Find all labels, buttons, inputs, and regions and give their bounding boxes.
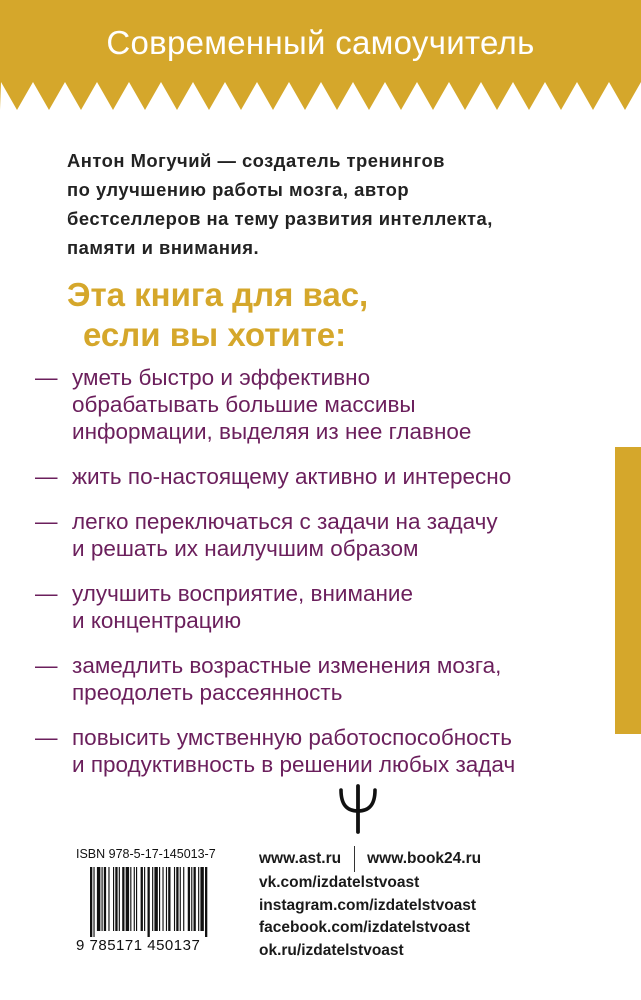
benefit-item [0, 364, 641, 445]
author-bio-line: памяти и внимания. [67, 237, 260, 258]
barcode-bar [144, 867, 145, 931]
barcode-bar [93, 867, 94, 937]
barcode-bar [90, 867, 92, 937]
top-banner [0, 0, 641, 112]
barcode-bar [115, 867, 117, 931]
barcode-bar [205, 867, 207, 937]
barcode-bar [154, 867, 157, 931]
benefit-line: преодолеть рассеянность [72, 680, 343, 705]
link-instagram[interactable]: instagram.com/izdatelstvoast [259, 896, 477, 914]
barcode-bar [134, 867, 135, 931]
section-heading-line: если вы хотите: [83, 316, 347, 353]
barcode-bar [174, 867, 175, 931]
barcode-bar [159, 867, 160, 931]
barcode-bar [104, 867, 106, 931]
isbn-label: ISBN 978-5-17-145013-7 [76, 847, 216, 861]
side-tab [615, 447, 641, 734]
link-book24[interactable]: www.book24.ru [367, 849, 482, 867]
barcode-bar [168, 867, 170, 931]
benefit-item [0, 652, 641, 706]
barcode-bar [102, 867, 103, 931]
benefit-line: легко переключаться с задачи на задачу [72, 509, 498, 534]
benefit-item [0, 463, 641, 490]
barcode-bar [108, 867, 109, 931]
bullet-dash: — [35, 365, 58, 390]
series-title: Современный самоучитель [106, 24, 535, 61]
benefits-list [0, 364, 641, 796]
bullet-dash: — [35, 509, 58, 534]
author-bio [67, 146, 567, 262]
bullet-dash: — [35, 725, 58, 750]
benefit-line: повысить умственную работоспособность [72, 725, 512, 750]
benefit-item [0, 724, 641, 778]
link-facebook[interactable]: facebook.com/izdatelstvoast [259, 919, 471, 936]
section-heading [67, 275, 547, 355]
benefit-line: и концентрацию [72, 608, 242, 633]
section-heading-line: Эта книга для вас, [67, 276, 369, 313]
barcode-bar [119, 867, 120, 931]
link-ok[interactable]: ok.ru/izdatelstvoast [259, 941, 404, 959]
barcode-bar [183, 867, 184, 931]
barcode-bars [90, 867, 240, 937]
benefit-line: уметь быстро и эффективно [72, 365, 371, 390]
bullet-dash: — [35, 464, 58, 489]
barcode-bar [180, 867, 181, 931]
barcode-bar [113, 867, 114, 931]
benefit-line: и решать их наилучшим образом [72, 536, 419, 561]
benefit-line: информации, выделяя из нее главное [72, 419, 472, 444]
barcode-digits: 9 785171 450137 [76, 937, 201, 954]
barcode-bar [97, 867, 100, 931]
publisher-links [259, 846, 559, 962]
barcode-bar [191, 867, 192, 931]
benefit-line: жить по-настоящему активно и интересно [72, 464, 512, 489]
benefit-item [0, 508, 641, 562]
barcode-bar [200, 867, 203, 931]
barcode-bar [136, 867, 137, 931]
barcode-bar [194, 867, 196, 931]
barcode-bar [162, 867, 163, 931]
bullet-dash: — [35, 581, 58, 606]
barcode-bar [188, 867, 190, 931]
psi-icon [338, 784, 378, 834]
barcode-bar [148, 867, 150, 937]
barcode-bar [166, 867, 167, 931]
barcode-bar [122, 867, 124, 931]
divider [354, 846, 355, 872]
barcode-bar [130, 867, 131, 931]
author-bio-line: по улучшению работы мозга, автор [67, 179, 410, 200]
barcode-bar [126, 867, 129, 931]
author-bio-line: бестселлеров на тему развития интеллекта, [67, 208, 493, 229]
barcode-bar [141, 867, 143, 931]
link-vk[interactable]: vk.com/izdatelstvoast [259, 874, 420, 891]
barcode-bar [152, 867, 153, 931]
benefit-line: замедлить возрастные изменения мозга, [72, 653, 502, 678]
benefit-item [0, 580, 641, 634]
barcode-bar [198, 867, 199, 931]
barcode-bar [176, 867, 178, 931]
bullet-dash: — [35, 653, 58, 678]
publisher-logo [338, 784, 378, 834]
link-ast[interactable]: www.ast.ru [259, 849, 342, 867]
benefit-line: улучшить восприятие, внимание [72, 581, 413, 606]
benefit-line: обрабатывать большие массивы [72, 392, 416, 417]
author-bio-line: Антон Могучий — создатель тренингов [67, 150, 445, 171]
benefit-line: и продуктивность в решении любых задач [72, 752, 516, 777]
